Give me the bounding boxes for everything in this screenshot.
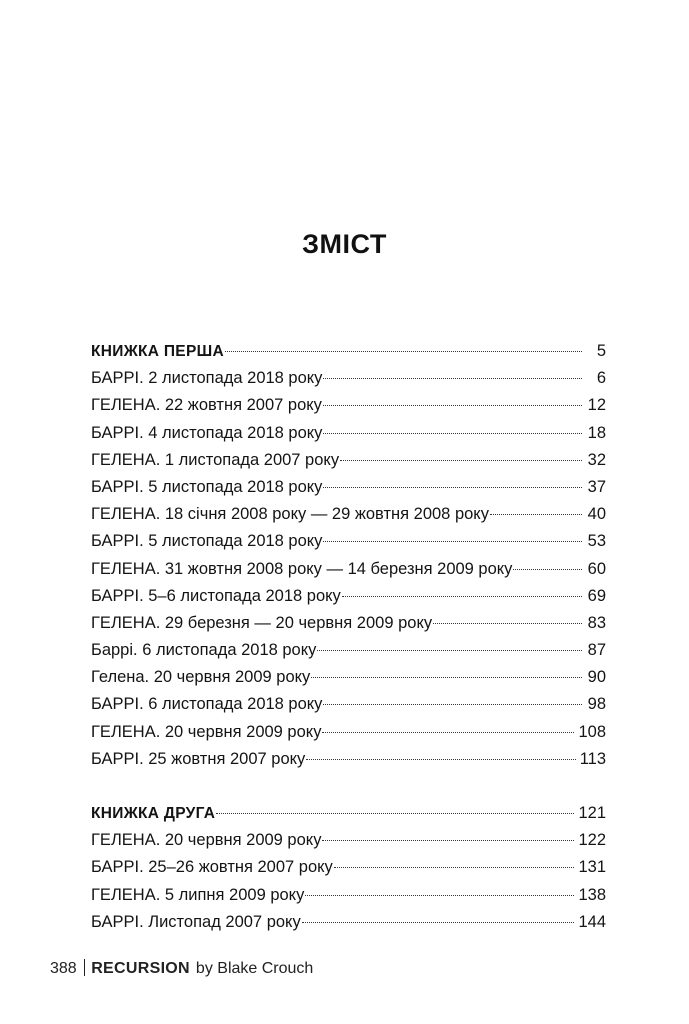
toc-page-number: 5 — [596, 342, 606, 360]
toc-entry-title: ГЕЛЕНА. 5 липня 2009 року — [91, 885, 305, 904]
toc-page-number: 90 — [587, 668, 606, 687]
footer-series-title: RECURSION — [91, 960, 190, 977]
toc-entry-title: БАРРІ. 25–26 жовтня 2007 року — [91, 858, 333, 877]
toc-page-number: 87 — [587, 641, 606, 660]
page-title: ЗМІСТ — [302, 229, 387, 259]
toc-dot-leader — [433, 623, 582, 624]
toc-entry — [91, 528, 606, 555]
toc-dot-leader — [305, 895, 574, 896]
toc-dot-leader — [225, 351, 582, 352]
toc-entry — [91, 719, 606, 746]
toc-entry-title: БАРРІ. 25 жовтня 2007 року — [91, 749, 306, 768]
toc-dot-leader — [322, 840, 574, 841]
toc-page-number: 12 — [587, 396, 606, 415]
toc-page-number: 121 — [578, 804, 606, 822]
toc-entry-title: ГЕЛЕНА. 18 січня 2008 року — 29 жовтня 2008 року — [91, 505, 489, 524]
toc-dot-leader — [323, 487, 582, 488]
toc-entry-title: ГЕЛЕНА. 22 жовтня 2007 року — [91, 396, 322, 415]
toc-entry-title: ГЕЛЕНА. 20 червня 2009 року — [91, 722, 322, 741]
toc-dot-leader — [490, 514, 582, 515]
toc-entry — [91, 691, 606, 718]
toc-dot-leader — [306, 759, 575, 760]
toc-page-number: 69 — [587, 586, 606, 605]
toc-entry — [91, 909, 606, 936]
toc-dot-leader — [311, 677, 582, 678]
toc-dot-leader — [322, 732, 574, 733]
toc-entry — [91, 746, 606, 773]
toc-entry — [91, 420, 606, 447]
toc-page-number: 144 — [578, 912, 606, 931]
toc-book-heading — [91, 338, 606, 365]
toc-dot-leader — [513, 569, 582, 570]
toc-entry — [91, 501, 606, 528]
toc-entry-title: КНИЖКА ДРУГА — [91, 805, 216, 822]
toc-page-number: 113 — [579, 749, 606, 768]
toc-page-number: 108 — [578, 722, 606, 741]
toc-entry — [91, 664, 606, 691]
toc-entry — [91, 447, 606, 474]
toc-entry-title: БАРРІ. Листопад 2007 року — [91, 912, 301, 931]
toc-entry — [91, 854, 606, 881]
toc-page-number: 18 — [587, 423, 606, 442]
toc-entry-title: КНИЖКА ПЕРША — [91, 343, 224, 360]
toc-entry — [91, 392, 606, 419]
toc-dot-leader — [323, 405, 582, 406]
toc-page-number: 53 — [587, 532, 606, 551]
toc-page-number: 40 — [587, 505, 606, 524]
toc-entry-title: БАРРІ. 2 листопада 2018 року — [91, 369, 323, 388]
toc-page-number: 83 — [587, 613, 606, 632]
toc-dot-leader — [216, 813, 574, 814]
toc-entry-title: БАРРІ. 5 листопада 2018 року — [91, 477, 323, 496]
toc-entry-title: ГЕЛЕНА. 29 березня — 20 червня 2009 року — [91, 613, 433, 632]
toc-book-one — [91, 338, 606, 773]
toc-entry-title: БАРРІ. 5 листопада 2018 року — [91, 532, 323, 551]
toc-page-number: 32 — [587, 450, 606, 469]
footer-author: by Blake Crouch — [195, 960, 314, 977]
toc-entry-title: БАРРІ. 4 листопада 2018 року — [91, 423, 323, 442]
toc-entry — [91, 583, 606, 610]
toc-entry-title: Гелена. 20 червня 2009 року — [91, 668, 311, 687]
toc-dot-leader — [302, 922, 575, 923]
toc-dot-leader — [323, 433, 582, 434]
toc-entry-title: ГЕЛЕНА. 20 червня 2009 року — [91, 831, 322, 850]
toc-entry — [91, 474, 606, 501]
toc-page-number: 131 — [578, 858, 606, 877]
toc-dot-leader — [317, 650, 582, 651]
toc-entry-title: БАРРІ. 5–6 листопада 2018 року — [91, 586, 341, 605]
toc-entry-title: ГЕЛЕНА. 1 листопада 2007 року — [91, 450, 340, 469]
toc-book-heading — [91, 800, 606, 827]
footer-separator — [84, 959, 86, 976]
toc-page-number: 6 — [596, 369, 606, 388]
toc-entry — [91, 556, 606, 583]
footer-page-number: 388 — [50, 960, 77, 977]
toc-page-number: 37 — [587, 477, 606, 496]
toc-entry — [91, 637, 606, 664]
toc-page-number: 122 — [578, 831, 606, 850]
toc-dot-leader — [340, 460, 582, 461]
page-footer — [50, 958, 313, 980]
toc-entry-title: ГЕЛЕНА. 31 жовтня 2008 року — 14 березня 2009 року — [91, 559, 513, 578]
toc-page-number: 138 — [578, 885, 606, 904]
toc-entry-title: БАРРІ. 6 листопада 2018 року — [91, 695, 323, 714]
toc-entry — [91, 882, 606, 909]
toc-dot-leader — [334, 867, 575, 868]
toc-book-two — [91, 800, 606, 936]
toc-dot-leader — [323, 378, 582, 379]
toc-dot-leader — [323, 541, 582, 542]
toc-entry — [91, 827, 606, 854]
toc-dot-leader — [342, 596, 582, 597]
toc-dot-leader — [323, 704, 582, 705]
toc-entry — [91, 365, 606, 392]
toc-page-number: 60 — [587, 559, 606, 578]
toc-page-number: 98 — [587, 695, 606, 714]
toc-entry-title: Баррі. 6 листопада 2018 року — [91, 641, 317, 660]
toc-entry — [91, 610, 606, 637]
